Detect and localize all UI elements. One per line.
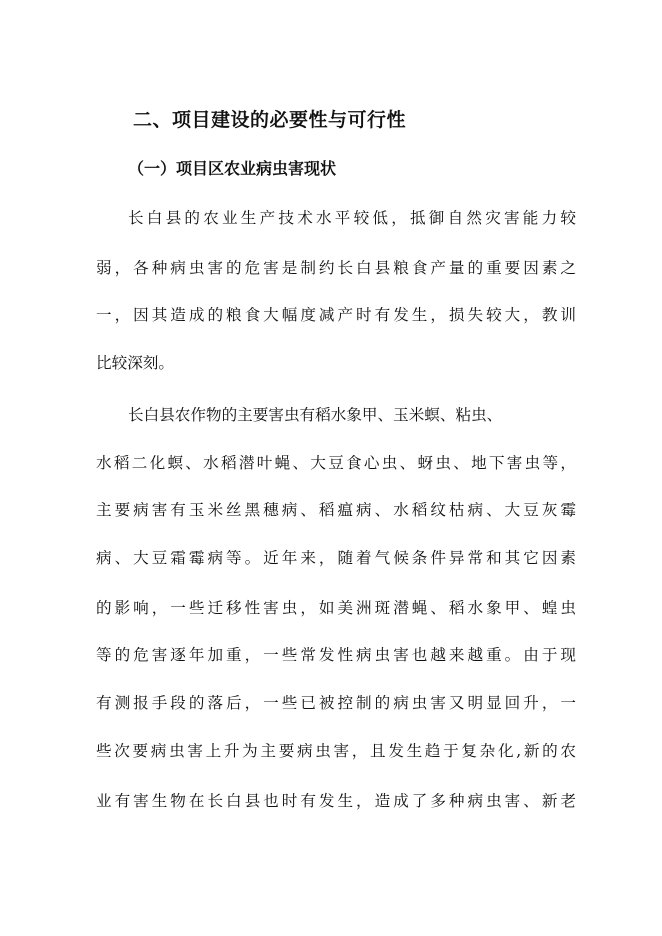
- paragraph-2-line-8: 些次要病虫害上升为主要病虫害，且发生趋于复杂化,新的农: [96, 742, 576, 760]
- paragraph-2-line-9: 业有害生物在长白县也时有发生，造成了多种病虫害、新老: [96, 792, 576, 810]
- paragraph-2-line-4: 病、大豆霜霉病等。近年来，随着气候条件异常和其它因素: [96, 549, 576, 567]
- paragraph-2-line-2: 水稻二化螟、水稻潜叶蝇、大豆食心虫、蚜虫、地下害虫等，: [96, 454, 576, 472]
- paragraph-2-line-1: 长白县农作物的主要害虫有稻水象甲、玉米螟、粘虫、: [128, 406, 503, 424]
- subsection-heading: （一）项目区农业病虫害现状: [128, 159, 337, 178]
- paragraph-1-line-3: 一，因其造成的粮食大幅度减产时有发生，损失较大，教训: [96, 306, 576, 324]
- paragraph-2-line-7: 有测报手段的落后，一些已被控制的病虫害又明显回升，一: [96, 694, 576, 712]
- paragraph-2-line-3: 主要病害有玉米丝黑穗病、稻瘟病、水稻纹枯病、大豆灰霉: [96, 501, 576, 519]
- paragraph-1-line-2: 弱，各种病虫害的危害是制约长白县粮食产量的重要因素之: [96, 259, 576, 277]
- paragraph-2-line-6: 等的危害逐年加重，一些常发性病虫害也越来越重。由于现: [96, 646, 576, 664]
- paragraph-1-line-4: 比较深刻。: [96, 354, 174, 372]
- paragraph-2-line-5: 的影响，一些迁移性害虫，如美洲斑潜蝇、稻水象甲、蝗虫: [96, 599, 576, 617]
- paragraph-1-line-1: 长白县的农业生产技术水平较低，抵御自然灾害能力较: [128, 209, 576, 227]
- section-heading: 二、项目建设的必要性与可行性: [133, 109, 407, 131]
